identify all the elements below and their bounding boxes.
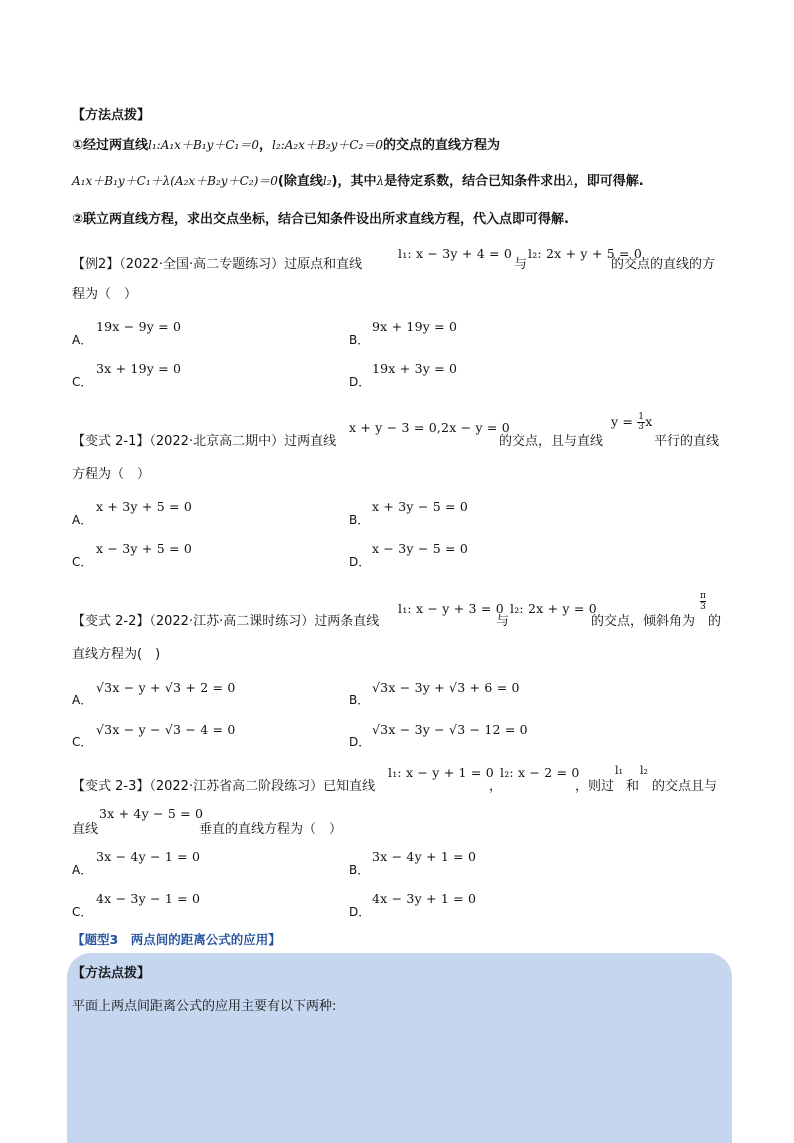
variant-2-2-option-a-letter: A． bbox=[72, 693, 93, 707]
variant-2-3-l2: l₂ bbox=[640, 764, 648, 777]
variant-2-3-option-d-letter: D． bbox=[349, 905, 371, 919]
line-l2-equation: l₂:A₂x＋B₂y＋C₂＝0 bbox=[272, 138, 383, 152]
variant-2-3-stem-f: 直线 bbox=[72, 822, 99, 837]
example-2-option-b[interactable]: 9x + 19y = 0 bbox=[372, 319, 458, 334]
variant-2-2-option-c-letter: C． bbox=[72, 735, 93, 749]
method-header: 【方法点拨】 bbox=[72, 108, 151, 123]
variant-2-1-stem-c: 平行的直线 bbox=[654, 434, 720, 449]
method-line-1: ①经过两直线l₁:A₁x＋B₁y＋C₁＝0，l₂:A₂x＋B₂y＋C₂＝0的交点的直线方程为 bbox=[72, 138, 501, 153]
example-2-option-c[interactable]: 3x + 19y = 0 bbox=[96, 361, 182, 376]
example-2-eq-l1: l₁: x − 3y + 4 = 0 bbox=[398, 246, 513, 261]
variant-2-3-stem-d: 和 bbox=[626, 779, 640, 794]
example-2-option-d-letter: D． bbox=[349, 375, 371, 389]
variant-2-1-stem-a: 【变式 2-1】（2022·北京高二期中）过两直线 bbox=[72, 434, 337, 449]
variant-2-2-option-c[interactable]: √3x − y − √3 − 4 = 0 bbox=[96, 722, 236, 737]
variant-2-1-eq-lines: x + y − 3 = 0,2x − y = 0 bbox=[349, 420, 510, 435]
variant-2-1-stem-b: 的交点，且与直线 bbox=[499, 434, 604, 449]
variant-2-2-stem-d: 的 bbox=[708, 614, 722, 629]
variant-2-2-option-d[interactable]: √3x − 3y − √3 − 12 = 0 bbox=[372, 722, 528, 737]
family-equation: A₁x＋B₁y＋C₁＋λ(A₂x＋B₂y＋C₂)＝0 bbox=[72, 174, 278, 188]
variant-2-3-option-a-letter: A． bbox=[72, 863, 93, 877]
variant-2-2-option-b[interactable]: √3x − 3y + √3 + 6 = 0 bbox=[372, 680, 520, 695]
variant-2-2-stem-e: 直线方程为( ) bbox=[72, 647, 161, 662]
variant-2-3-eq-l1: l₁: x − y + 1 = 0 bbox=[388, 765, 494, 780]
variant-2-3-stem-c: ，则过 bbox=[575, 779, 615, 794]
example-2-option-c-letter: C． bbox=[72, 375, 93, 389]
variant-2-1-option-b[interactable]: x + 3y − 5 = 0 bbox=[372, 499, 469, 514]
variant-2-1-option-c[interactable]: x − 3y + 5 = 0 bbox=[96, 541, 193, 556]
example-2-option-a-letter: A． bbox=[72, 333, 93, 347]
variant-2-1-option-d-letter: D． bbox=[349, 555, 371, 569]
variant-2-2-option-b-letter: B． bbox=[349, 693, 370, 707]
variant-2-3-option-c-letter: C． bbox=[72, 905, 93, 919]
example-2-option-b-letter: B． bbox=[349, 333, 370, 347]
variant-2-2-option-d-letter: D． bbox=[349, 735, 371, 749]
variant-2-3-option-d[interactable]: 4x − 3y + 1 = 0 bbox=[372, 891, 477, 906]
line-l1-equation: l₁:A₁x＋B₁y＋C₁＝0 bbox=[148, 138, 259, 152]
variant-2-3-stem-a: 【变式 2-3】（2022·江苏省高二阶段练习）已知直线 bbox=[72, 779, 376, 794]
variant-2-3-option-b-letter: B． bbox=[349, 863, 370, 877]
variant-2-1-option-c-letter: C． bbox=[72, 555, 93, 569]
variant-2-1-option-a[interactable]: x + 3y + 5 = 0 bbox=[96, 499, 193, 514]
variant-2-1-option-b-letter: B． bbox=[349, 513, 370, 527]
example-2-stem-a: 【例2】（2022·全国·高二专题练习）过原点和直线 bbox=[72, 257, 363, 272]
variant-2-3-option-c[interactable]: 4x − 3y − 1 = 0 bbox=[96, 891, 201, 906]
variant-2-1-option-d[interactable]: x − 3y − 5 = 0 bbox=[372, 541, 469, 556]
variant-2-2-stem-a: 【变式 2-2】（2022·江苏·高二课时练习）过两条直线 bbox=[72, 614, 380, 629]
variant-2-1-eq-parallel: y = $\frac{1}{3}$ x bbox=[611, 412, 653, 432]
variant-2-1-option-a-letter: A． bbox=[72, 513, 93, 527]
variant-2-2-stem-c: 的交点，倾斜角为 bbox=[591, 614, 696, 629]
example-2-stem-d: 程为（ ） bbox=[72, 287, 138, 302]
variant-2-3-eq-l2: l₂: x − 2 = 0 bbox=[500, 765, 580, 780]
variant-2-3-l1: l₁ bbox=[615, 764, 623, 777]
example-2-option-a[interactable]: 19x − 9y = 0 bbox=[96, 319, 182, 334]
method-3-header: 【方法点拨】 bbox=[72, 966, 151, 981]
variant-2-3-option-a[interactable]: 3x − 4y − 1 = 0 bbox=[96, 849, 201, 864]
example-2-option-d[interactable]: 19x + 3y = 0 bbox=[372, 361, 458, 376]
example-2-stem-c: 的交点的直线的方 bbox=[611, 257, 716, 272]
variant-2-3-option-b[interactable]: 3x − 4y + 1 = 0 bbox=[372, 849, 477, 864]
example-2-stem-b: 与 bbox=[514, 257, 528, 272]
variant-2-2-option-a[interactable]: √3x − y + √3 + 2 = 0 bbox=[96, 680, 236, 695]
example-2-eq-l2: l₂: 2x + y + 5 = 0 bbox=[528, 246, 643, 261]
method-3-line-1: 平面上两点间距离公式的应用主要有以下两种: bbox=[72, 999, 337, 1014]
variant-2-2-eq-l1: l₁: x − y + 3 = 0 bbox=[398, 601, 504, 616]
section-3-title: 【题型3 两点间的距离公式的应用】 bbox=[72, 932, 281, 947]
method-box bbox=[67, 953, 732, 1143]
variant-2-2-eq-l2: l₂: 2x + y = 0 bbox=[510, 601, 597, 616]
method-line-2: A₁x＋B₁y＋C₁＋λ(A₂x＋B₂y＋C₂)＝0(除直线l₂)，其中λ是待定系数，结合已知条件求出λ，即可得解. bbox=[72, 174, 644, 189]
variant-2-1-stem-d: 方程为（ ） bbox=[72, 467, 151, 482]
variant-2-3-stem-e: 的交点且与 bbox=[652, 779, 718, 794]
variant-2-2-angle: π 3 bbox=[700, 591, 707, 612]
variant-2-3-stem-b: ， bbox=[489, 779, 503, 794]
variant-2-3-stem-g: 垂直的直线方程为（ ） bbox=[199, 822, 343, 837]
variant-2-3-eq-perp: 3x + 4y − 5 = 0 bbox=[99, 806, 204, 821]
method-line-3: ②联立两直线方程，求出交点坐标，结合已知条件设出所求直线方程，代入点即可得解. bbox=[72, 212, 569, 227]
variant-2-2-stem-b: 与 bbox=[496, 614, 510, 629]
